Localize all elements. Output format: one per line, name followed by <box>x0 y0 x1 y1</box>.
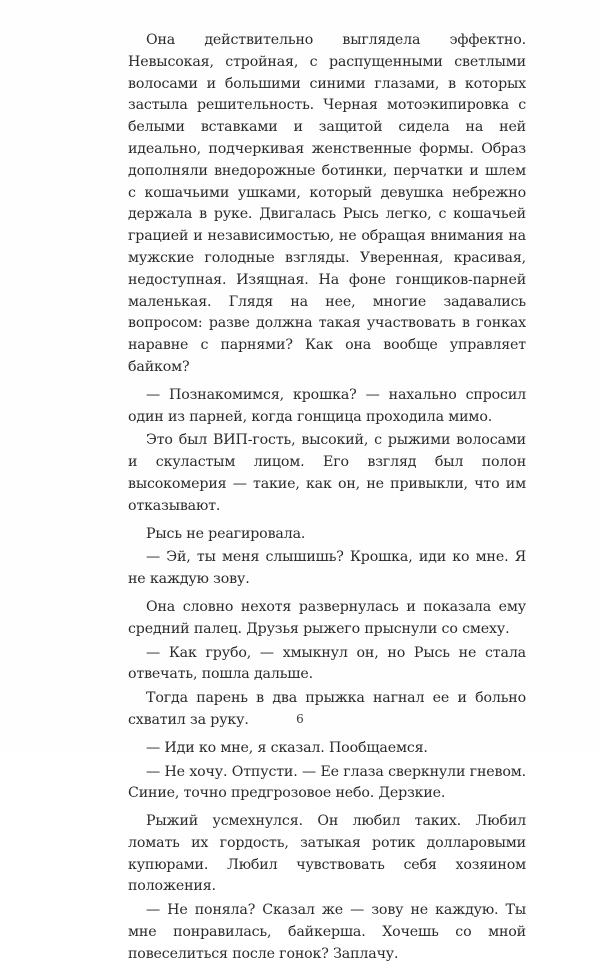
paragraph: — Иди ко мне, я сказал. Пообщаемся. <box>146 739 428 756</box>
body-text <box>128 30 526 972</box>
paragraph: Она словно нехотя развернулась и показала ему средний палец. Друзья рыжего прыснули со смеху. <box>128 598 526 637</box>
paragraph: Тогда парень в два прыжка нагнал ее и больно схватил за руку. <box>128 690 526 728</box>
paragraph: Она действительно выглядела эффектно. Невысокая, стройная, с распущенными светлыми волосами и большими синими глазами, в которых застыла решительность. Черная мотоэкипировка с белыми вставками и защитой сидела на ней идеально, подчеркивая женственные формы. Образ дополняли внедорожные ботинки, перчатки и шлем с кошачьими ушками, который девушка небрежно держала в руке. Двигалась Рысь легко, с кошачьей грацией и независимостью, не обращая внимания на мужские голодные взгляды. Уверенная, красивая, недоступная. Изящная. На фоне гонщиков-парней маленькая. Глядя на нее, многие задавались вопросом: разве должна такая участвовать в гонках наравне с парнями? Как она вообще управляет байком? <box>128 32 526 375</box>
paragraph: — Познакомимся, крошка? — нахально спросил один из парней, когда гонщица проходила мимо. <box>128 386 526 425</box>
paragraph: — Не поняла? Сказал же — зову не каждую. Ты мне понравилась, байкерша. Хочешь со мной повеселиться после гонок? Заплачу. <box>128 902 526 962</box>
paragraph: — Как грубо, — хмыкнул он, но Рысь не стала отвечать, пошла дальше. <box>128 644 526 683</box>
paragraph: Рысь не реагировала. <box>146 525 306 542</box>
paragraph: Рыжий усмехнулся. Он любил таких. Любил ломать их гордость, затыкая ротик долларовыми купюрами. Любил чувствовать себя хозяином положения. <box>128 813 526 895</box>
paragraph: — Эй, ты меня слышишь? Крошка, иди ко мне. Я не каждую зову. <box>128 549 526 588</box>
paragraph: Это был ВИП-гость, высокий, с рыжими волосами и скуластым лицом. Его взгляд был полон высокомерия — такие, как он, не привыкли, что им отказывают. <box>128 432 526 514</box>
paragraph: — Не хочу. Отпусти. — Ее глаза сверкнули гневом. Синие, точно предгрозовое небо. Дерзкие. <box>128 763 526 802</box>
page-number: 6 <box>296 712 304 726</box>
